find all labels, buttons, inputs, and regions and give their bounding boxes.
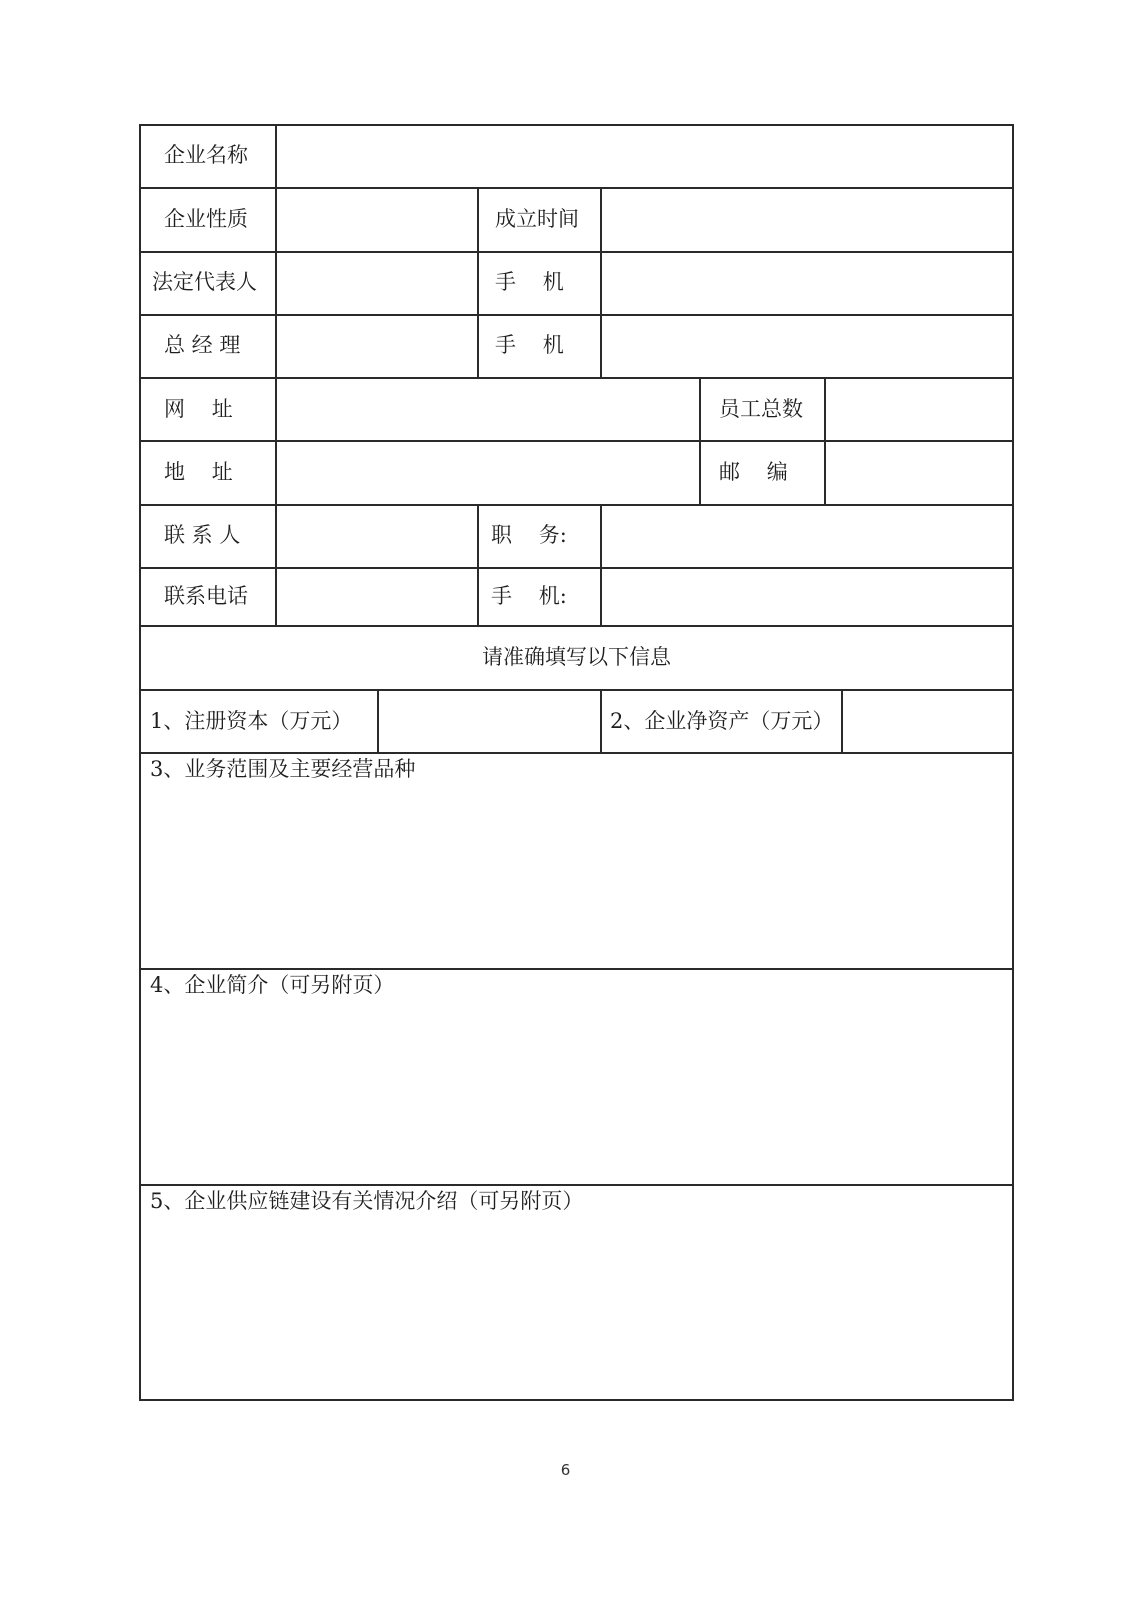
supply-chain-field[interactable] [141,1216,1011,1398]
phone-field[interactable] [277,569,476,624]
rule-row10 [139,752,1014,754]
phone-label: 联系电话 [164,584,248,608]
rule-row8 [139,625,1014,627]
intro-label: 4、企业简介（可另附页） [150,973,395,997]
intro-field[interactable] [141,1000,1011,1182]
postcode-field[interactable] [826,442,1011,503]
position-field[interactable] [602,506,1011,566]
rule-row12 [139,1184,1014,1186]
contact-label: 联 系 人 [164,523,241,547]
capital-field[interactable] [379,691,599,751]
rule-mid-e [477,504,479,626]
legal-rep-mobile-field[interactable] [602,253,1011,313]
rule-mid-c [699,377,701,505]
gm-field[interactable] [277,316,476,376]
legal-rep-field[interactable] [277,253,476,313]
address-label: 地 址 [164,460,233,484]
website-label: 网 址 [164,397,233,421]
business-scope-label: 3、业务范围及主要经营品种 [150,757,416,781]
legal-rep-mobile-label: 手 机 [495,270,564,294]
net-assets-label: 2、企业净资产（万元） [610,709,834,733]
rule-right [1012,124,1014,1401]
gm-label: 总 经 理 [164,333,241,357]
employees-field[interactable] [826,379,1011,439]
rule-row11 [139,968,1014,970]
rule-left [139,124,141,1401]
company-type-field[interactable] [277,189,476,250]
business-scope-field[interactable] [141,784,1011,966]
page-number: 6 [560,1461,571,1479]
website-field[interactable] [277,379,698,439]
founded-label: 成立时间 [495,207,579,231]
supply-chain-label: 5、企业供应链建设有关情况介绍（可另附页） [150,1189,584,1213]
company-name-field[interactable] [277,126,1011,186]
address-field[interactable] [277,442,698,503]
section-heading: 请准确填写以下信息 [482,645,671,669]
employees-label: 员工总数 [719,397,803,421]
founded-field[interactable] [602,189,1011,250]
legal-rep-label: 法定代表人 [152,270,257,294]
net-assets-field[interactable] [843,691,1011,751]
gm-mobile-label: 手 机 [495,333,564,357]
contact-field[interactable] [277,506,476,566]
gm-mobile-field[interactable] [602,316,1011,376]
rule-mid-a [477,187,479,378]
capital-label: 1、注册资本（万元） [150,709,353,733]
contact-mobile-label: 手 机: [491,584,567,608]
company-name-label: 企业名称 [164,143,248,167]
rule-cap-b [600,689,602,753]
position-label: 职 务: [491,523,567,547]
postcode-label: 邮 编 [719,460,788,484]
company-type-label: 企业性质 [164,207,248,231]
rule-bottom [139,1399,1014,1401]
contact-mobile-field[interactable] [602,569,1011,624]
